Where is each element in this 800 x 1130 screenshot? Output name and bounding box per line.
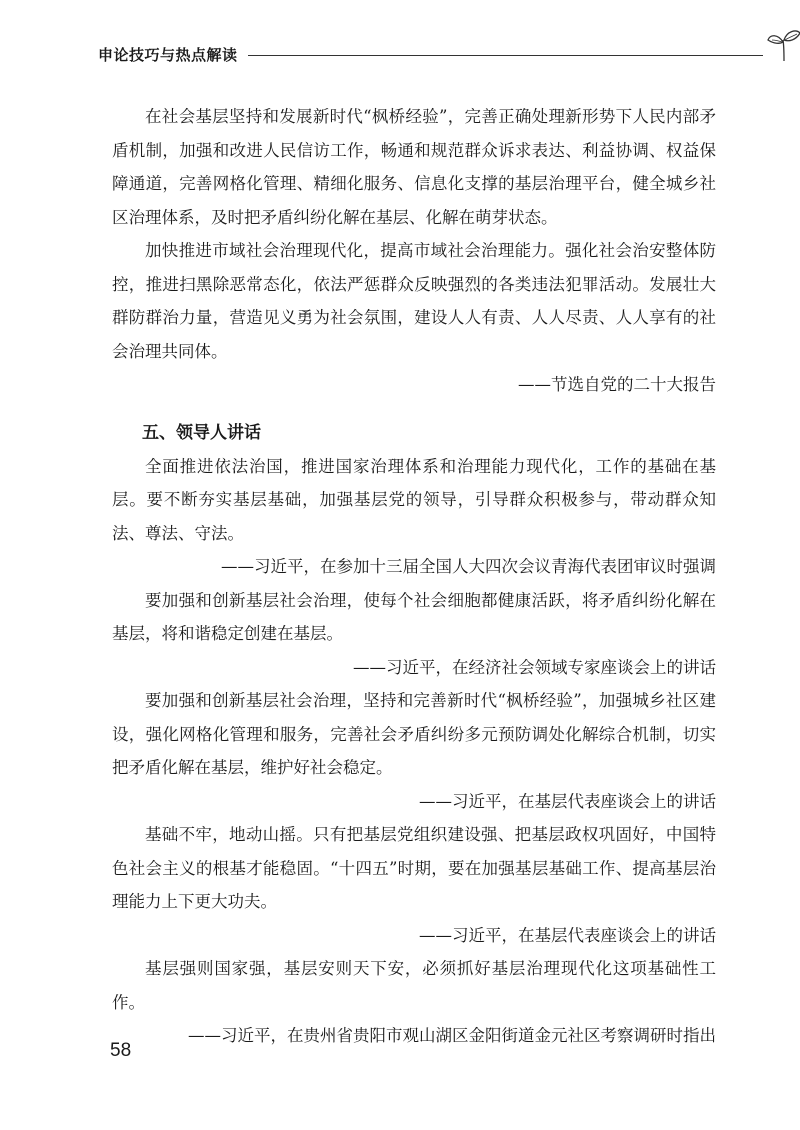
- section-heading: 五、领导人讲话: [142, 422, 261, 443]
- quote-text: 基层强则国家强，基层安则天下安，必须抓好基层治理现代化这项基础性工作。: [112, 959, 716, 1012]
- quote-source: ——习近平，在基层代表座谈会上的讲话: [419, 791, 716, 811]
- quote-text: 要加强和创新基层社会治理，坚持和完善新时代“枫桥经验”，加强城乡社区建设，强化网格化管理和服务，完善社会矛盾纠纷多元预防调处化解综合机制，切实把矛盾化解在基层，维护好社会稳定。: [112, 691, 716, 777]
- header-rule: [248, 55, 763, 56]
- quote-source: ——习近平，在参加十三届全国人大四次会议青海代表团审议时强调: [221, 557, 716, 576]
- quote-text: 要加强和创新基层社会治理，使每个社会细胞都健康活跃，将矛盾纠纷化解在基层，将和谐稳定创建在基层。: [112, 590, 716, 643]
- body-paragraph: 在社会基层坚持和发展新时代“枫桥经验”，完善正确处理新形势下人民内部矛盾机制，加强和改进人民信访工作，畅通和规范群众诉求表达、利益协调、权益保障通道，完善网格化管理、精细化服务、信息化支撑的基层治理平台，健全城乡社区治理体系，及时把矛盾纠纷化解在基层、化解在萌芽状态。: [112, 107, 716, 227]
- quote-source: ——习近平，在贵州省贵阳市观山湖区金阳街道金元社区考察调研时指出: [188, 1026, 716, 1045]
- quote-source: ——节选自党的二十大报告: [518, 375, 716, 394]
- quote-source: ——习近平，在基层代表座谈会上的讲话: [419, 925, 716, 945]
- page-content: [112, 100, 716, 1053]
- body-paragraph: 加快推进市域社会治理现代化，提高市域社会治理能力。强化社会治安整体防控，推进扫黑除恶常态化，依法严惩群众反映强烈的各类违法犯罪活动。发展壮大群防群治力量，营造见义勇为社会氛围，建设人人有责、人人尽责、人人享有的社会治理共同体。: [112, 241, 716, 361]
- quote-text: 全面推进依法治国，推进国家治理体系和治理能力现代化，工作的基础在基层。要不断夯实基层基础，加强基层党的领导，引导群众积极参与，带动群众知法、尊法、守法。: [112, 456, 716, 543]
- quote-text: 基础不牢，地动山摇。只有把基层党组织建设强、把基层政权巩固好，中国特色社会主义的根基才能稳固。“十四五”时期，要在加强基层基础工作、提高基层治理能力上下更大功夫。: [112, 825, 716, 911]
- page-number: 58: [110, 1040, 132, 1061]
- book-title: 申论技巧与热点解读: [98, 46, 238, 64]
- quote-source: ——习近平，在经济社会领域专家座谈会上的讲话: [353, 657, 716, 677]
- sprout-icon: [766, 28, 800, 62]
- running-header: [98, 42, 738, 70]
